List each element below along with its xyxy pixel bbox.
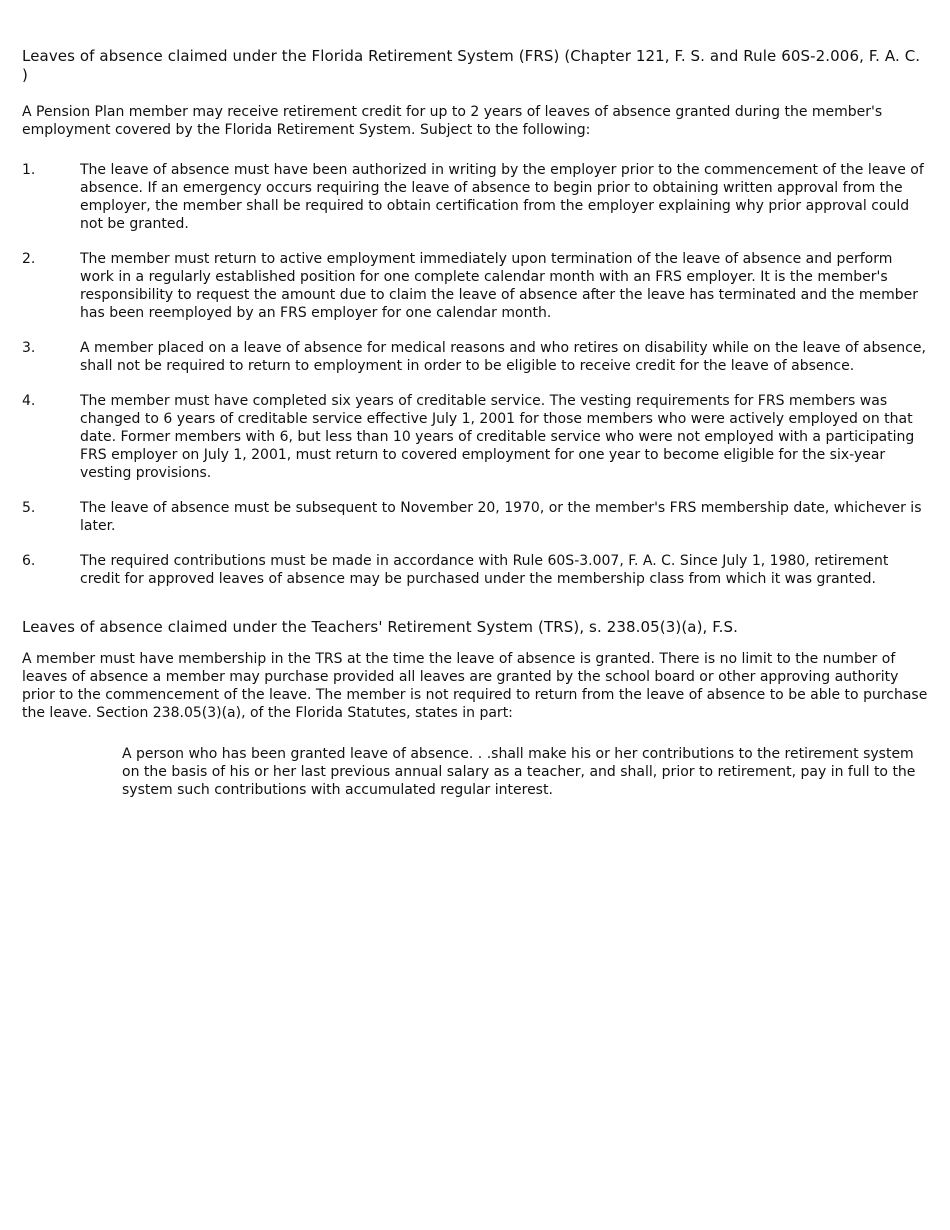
list-item bbox=[22, 392, 930, 482]
list-item-number: 6. bbox=[22, 553, 36, 569]
frs-conditions-list bbox=[22, 161, 930, 588]
list-item bbox=[22, 552, 930, 588]
list-item-text: The required contributions must be made in accordance with Rule 60S-3.007, F. A. C. Since July 1, 1980, retirement credit for approved leaves of absence may be purchased under the membership class from which it was granted. bbox=[80, 553, 889, 587]
trs-body: A member must have membership in the TRS at the time the leave of absence is granted. There is no limit to the number of leaves of absence a member may purchase provided all leaves are granted by the school board or other approving authority prior to the commencement of the leave. The member is not required to return from the leave of absence to be able to purchase the leave. Section 238.05(3)(a), of the Florida Statutes, states in part: bbox=[22, 651, 928, 721]
list-item-text: The member must have completed six years of creditable service. The vesting requirements for FRS members was changed to 6 years of creditable service effective July 1, 2001 for those members who were actively employed on that date. Former members with 6, but less than 10 years of creditable service who were not employed with a participating FRS employer on July 1, 2001, must return to covered employment for one year to become eligible for the six-year vesting provisions. bbox=[80, 393, 915, 481]
list-item-number: 3. bbox=[22, 340, 36, 356]
list-item bbox=[22, 339, 930, 375]
list-item-text: The leave of absence must have been authorized in writing by the employer prior to the commencement of the leave of absence. If an emergency occurs requiring the leave of absence to begin prior to obtaining written approval from the employer, the member shall be required to obtain certification from the employer explaining why prior approval could not be granted. bbox=[80, 162, 924, 232]
trs-heading: Leaves of absence claimed under the Teachers' Retirement System (TRS), s. 238.05(3)(a), F.S. bbox=[22, 618, 738, 636]
frs-heading: Leaves of absence claimed under the Florida Retirement System (FRS) (Chapter 121, F. S. and Rule 60S-2.006, F. A. C. ) bbox=[22, 47, 921, 84]
list-item-text: The leave of absence must be subsequent to November 20, 1970, or the member's FRS membership date, whichever is later. bbox=[80, 500, 922, 534]
list-item bbox=[22, 161, 930, 233]
frs-intro: A Pension Plan member may receive retirement credit for up to 2 years of leaves of absence granted during the member's employment covered by the Florida Retirement System. Subject to the following: bbox=[22, 104, 883, 138]
document-page bbox=[22, 0, 930, 799]
list-item-number: 1. bbox=[22, 162, 36, 178]
list-item-text: The member must return to active employment immediately upon termination of the leave of absence and perform work in a regularly established position for one complete calendar month with an FRS employer. It is the member's responsibility to request the amount due to claim the leave of absence after the leave has terminated and the member has been reemployed by an FRS employer for one calendar month. bbox=[80, 251, 919, 321]
list-item-text: A member placed on a leave of absence for medical reasons and who retires on disability while on the leave of absence, shall not be required to return to employment in order to be eligible to receive credit for the leave of absence. bbox=[80, 340, 926, 374]
statute-quote: A person who has been granted leave of absence. . .shall make his or her contributions to the retirement system on the basis of his or her last previous annual salary as a teacher, and shall, prior to retirement, pay in full to the system such contributions with accumulated regular interest. bbox=[122, 746, 916, 798]
list-item-number: 5. bbox=[22, 500, 36, 516]
list-item bbox=[22, 250, 930, 322]
list-item bbox=[22, 499, 930, 535]
list-item-number: 2. bbox=[22, 251, 36, 267]
list-item-number: 4. bbox=[22, 393, 36, 409]
